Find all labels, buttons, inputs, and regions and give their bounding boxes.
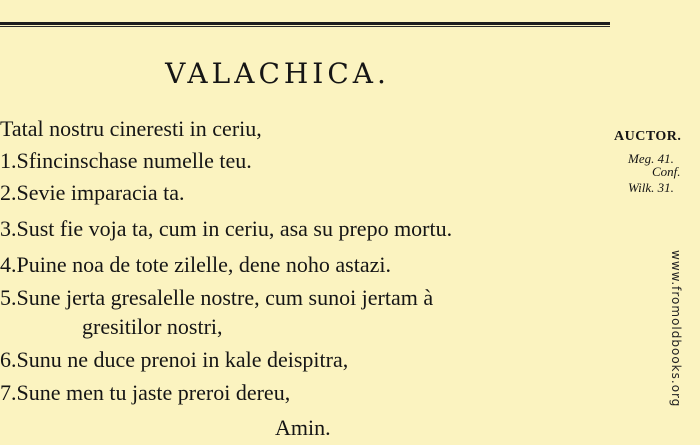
prayer-line: gresitilor nostri,	[82, 314, 223, 339]
watermark-text: www.fromoldbooks.org	[669, 250, 683, 408]
sidenote-ref: Wilk. 31.	[628, 180, 674, 195]
prayer-line: 6.Sunu ne duce prenoi in kale deispitra,	[0, 347, 349, 372]
sidenote-heading: AUCTOR.	[614, 129, 682, 144]
page-title: VALACHICA.	[165, 57, 390, 90]
sidenote-ref: Conf.	[652, 164, 681, 179]
sidenote-ref: Meg. 41.	[628, 151, 674, 166]
amen-line: Amin.	[275, 415, 331, 440]
top-rule	[0, 22, 610, 25]
prayer-line: 1.Sfincinschase numelle teu.	[0, 148, 252, 173]
prayer-line: 7.Sune men tu jaste preroi dereu,	[0, 380, 291, 405]
prayer-line: 2.Sevie imparacia ta.	[0, 180, 185, 205]
prayer-line: Tatal nostru cineresti in ceriu,	[0, 116, 262, 141]
prayer-line: 3.Sust fie voja ta, cum in ceriu, asa su prepo mortu.	[0, 216, 453, 241]
prayer-line: 4.Puine noa de tote zilelle, dene noho astazi.	[0, 252, 391, 277]
prayer-line: 5.Sune jerta gresalelle nostre, cum sunoi jertam à	[0, 285, 434, 310]
